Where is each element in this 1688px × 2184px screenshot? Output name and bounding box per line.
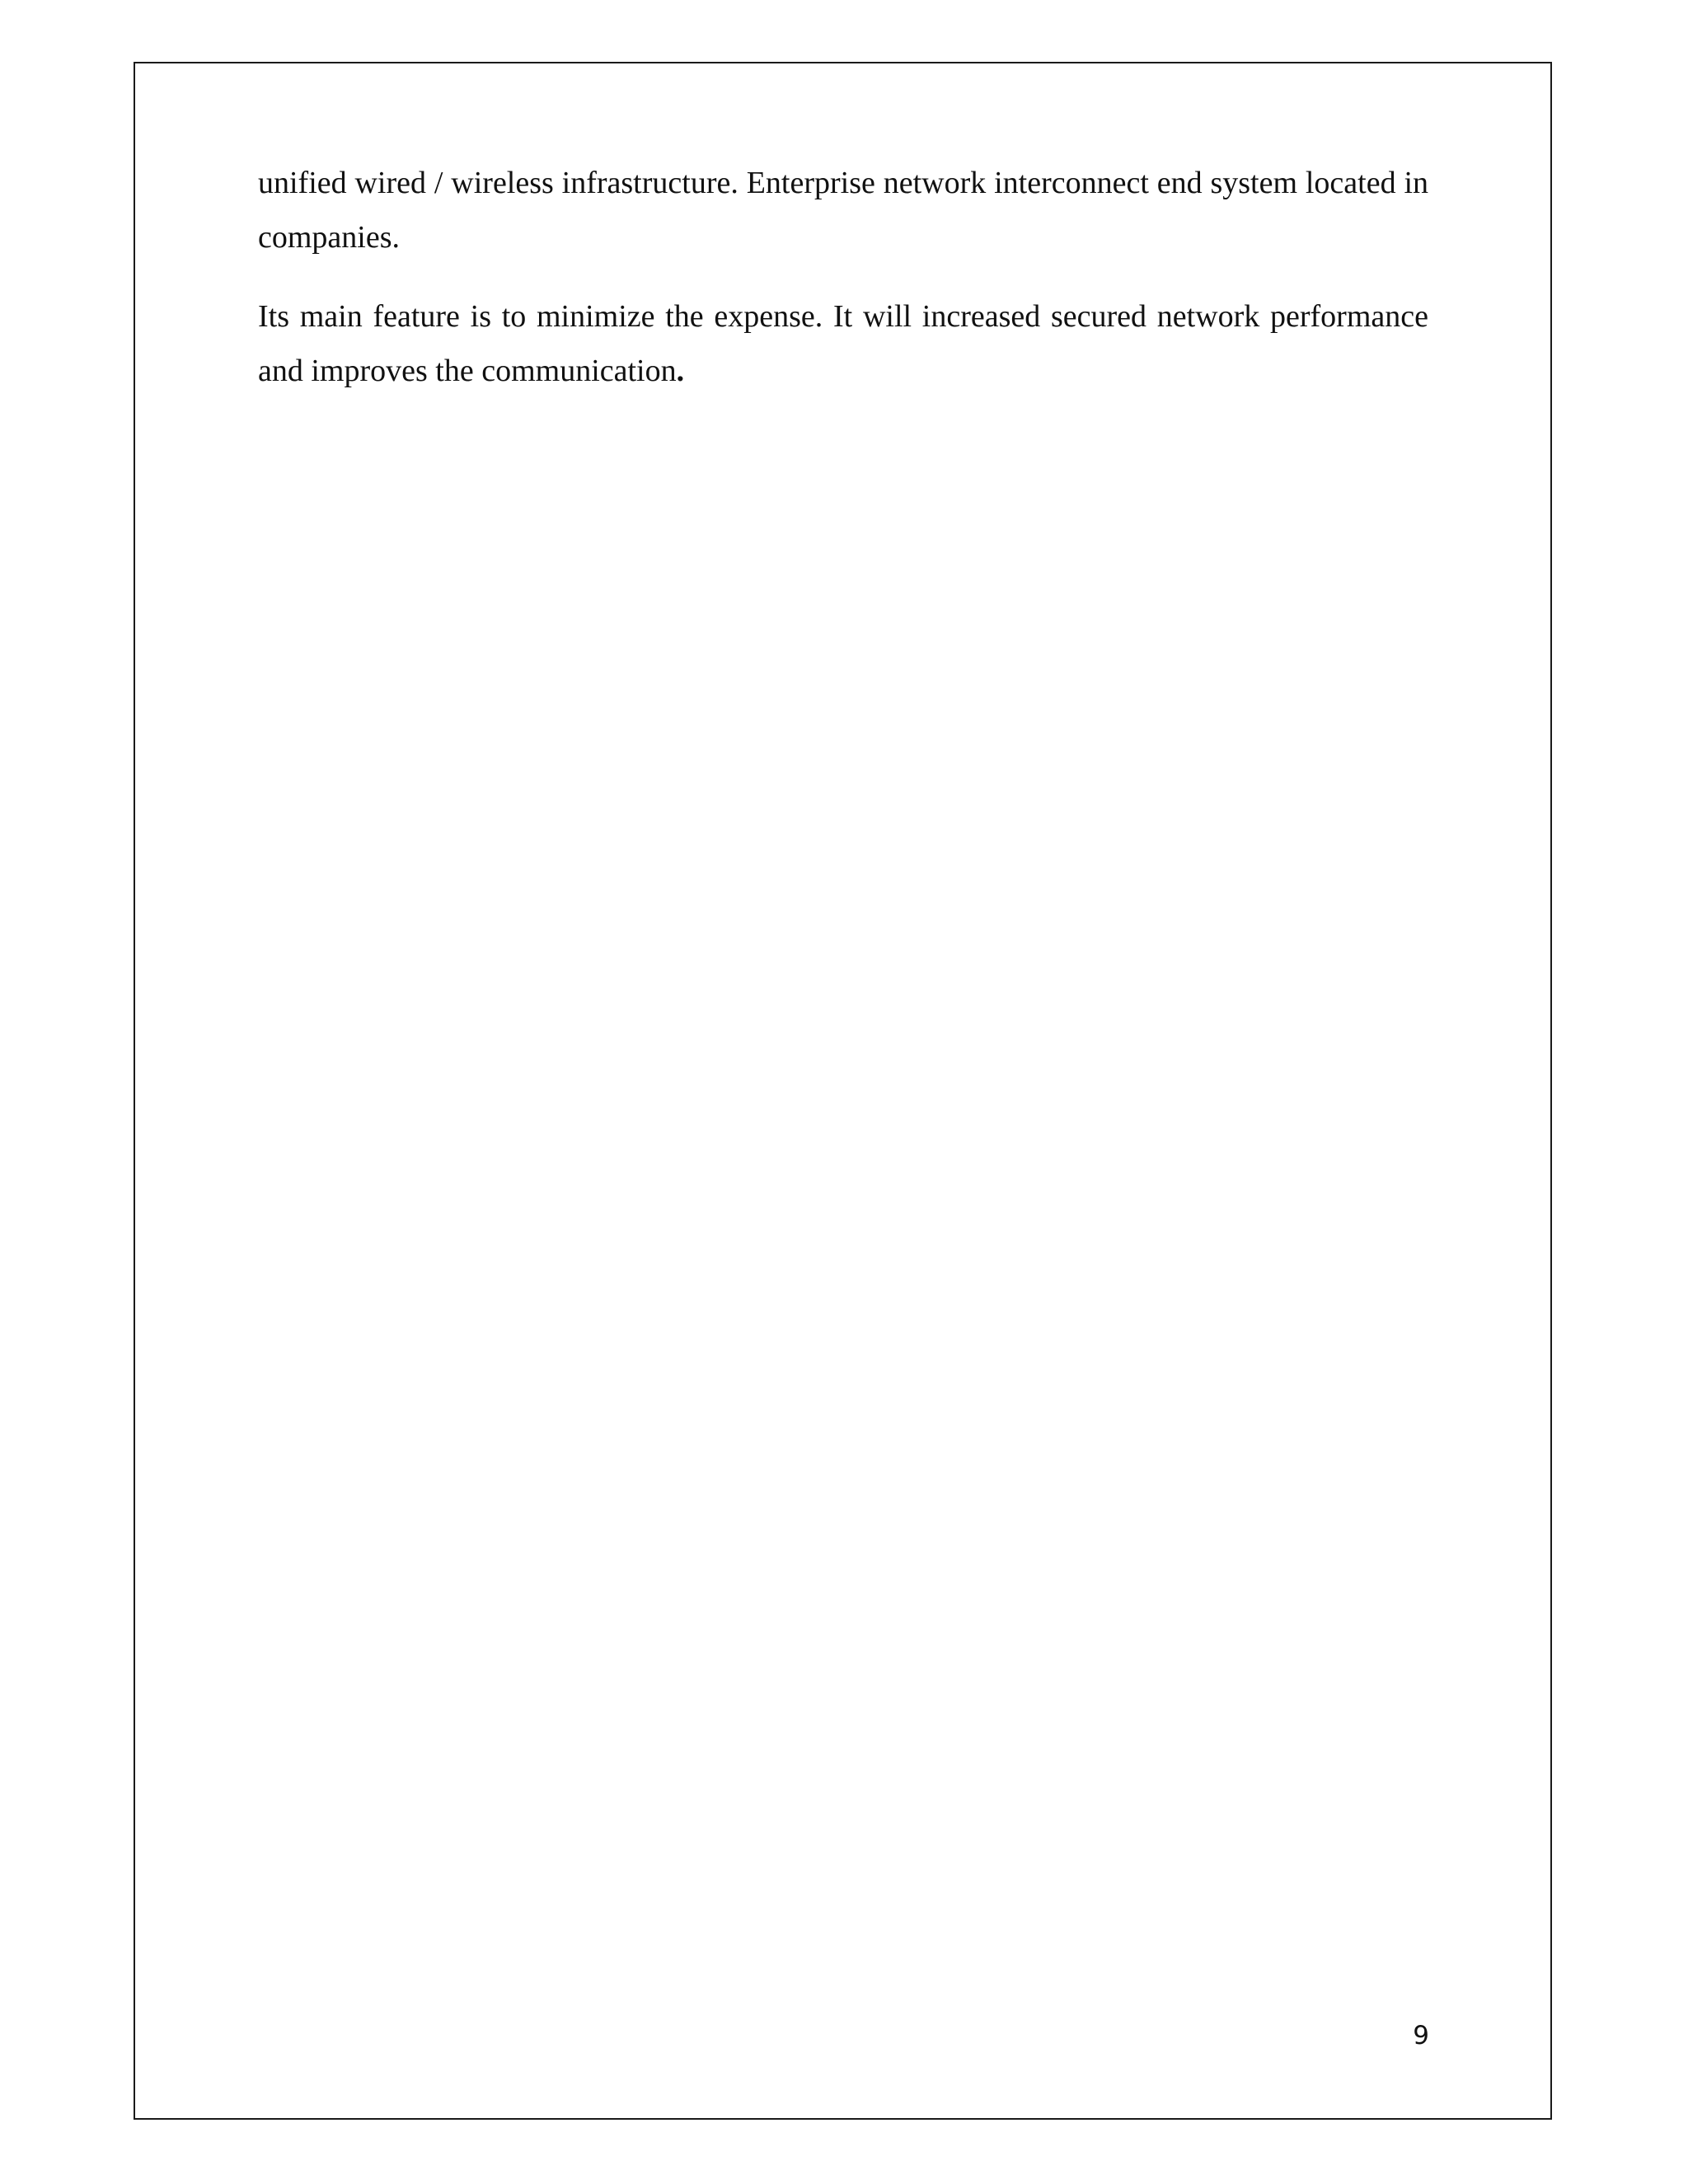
paragraph-2 — [258, 289, 1428, 398]
paragraph-2-bold-period: . — [676, 354, 685, 388]
paragraph-2-text: Its main feature is to minimize the expense. It will increased secured network performance and improves the communication — [258, 299, 1428, 388]
page-number: 9 — [1413, 2021, 1429, 2050]
paragraph-1 — [258, 156, 1428, 265]
paragraph-1-text: unified wired / wireless infrastructure. Enterprise network interconnect end system located in companies. — [258, 166, 1428, 255]
